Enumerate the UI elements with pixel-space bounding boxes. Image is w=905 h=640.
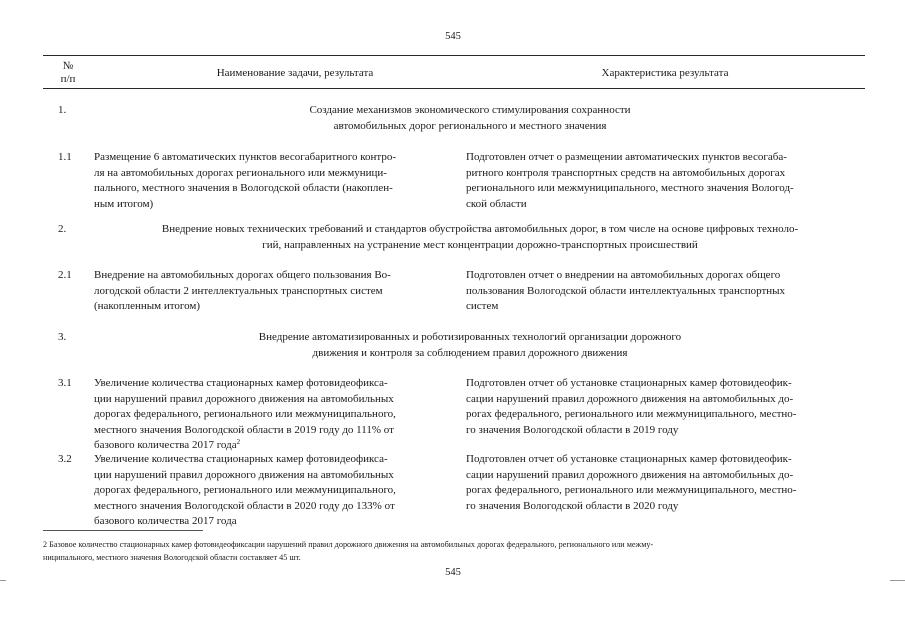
- text-line: ской области: [466, 197, 527, 210]
- row-task-name: [94, 150, 396, 212]
- row-number: 3.2: [58, 453, 72, 465]
- row-task-name: [94, 376, 396, 454]
- header-num-symbol: №: [62, 60, 74, 72]
- section-number: 2.: [58, 223, 67, 235]
- section-title: [95, 222, 865, 253]
- text-line: Увеличение количества стационарных камер фотовидеофикса-: [94, 377, 388, 389]
- text-line: местного значения Вологодской области в 2019 году до 111% от: [94, 423, 394, 436]
- section-title-line: Внедрение новых технических требований и стандартов обустройства автомобильных дорог, в том числе на основе цифровых техноло-: [161, 223, 799, 235]
- text-line: Подготовлен отчет о внедрении на автомобильных дорогах общего: [466, 269, 781, 281]
- text-line: систем: [466, 300, 499, 312]
- text-line: ным итогом): [94, 197, 154, 210]
- text-line: дорогах федерального, регионального или межмуниципального,: [94, 408, 396, 420]
- text-line: базового количества 2017 года: [94, 515, 237, 527]
- footnote: [43, 538, 653, 564]
- text-line: пользования Вологодской области интеллектуальных транспортных: [466, 284, 786, 297]
- text-line: ля на автомобильных дорогах регионального или межмуници-: [94, 166, 387, 179]
- header-bottom-rule: [43, 88, 865, 89]
- text-line: Подготовлен отчет о размещении автоматических пунктов весогаба-: [466, 151, 787, 163]
- row-result-characteristic: [466, 376, 796, 438]
- text-line: го значения Вологодской области в 2020 году: [466, 499, 679, 512]
- row-number: 1.1: [58, 151, 72, 163]
- section-title-line: Создание механизмов экономического стимулирования сохранности: [309, 104, 631, 116]
- text-line: Внедрение на автомобильных дорогах общего пользования Во-: [94, 269, 391, 281]
- row-task-name: [94, 268, 391, 315]
- row-result-characteristic: [466, 268, 785, 315]
- text-line: Увеличение количества стационарных камер фотовидеофикса-: [94, 453, 388, 465]
- text-line: Подготовлен отчет об установке стационарных камер фотовидеофик-: [466, 377, 792, 389]
- section-title-line: автомобильных дорог регионального и местного значения: [333, 119, 607, 132]
- table-top-rule: [43, 55, 865, 56]
- header-name-col: Наименование задачи, результата: [216, 67, 374, 79]
- row-result-characteristic: [466, 452, 796, 514]
- header-num-abbrev: п/п: [60, 73, 76, 85]
- text-line: Подготовлен отчет об установке стационарных камер фотовидеофик-: [466, 453, 792, 465]
- text-line: регионального или межмуниципального, местного значения Вологод-: [466, 182, 794, 194]
- text-line: го значения Вологодской области в 2019 году: [466, 423, 679, 436]
- section-title-line: гий, направленных на устранение мест концентрации дорожно-транспортных происшествий: [262, 238, 698, 251]
- section-number: 1.: [58, 104, 67, 116]
- header-char-col: Характеристика результата: [601, 67, 729, 79]
- section-title-line: движения и контроля за соблюдением правил дорожного движения: [312, 346, 628, 359]
- row-number: 3.1: [58, 377, 72, 389]
- text-line: пального, местного значения в Вологодской области (накоплен-: [94, 182, 393, 194]
- page-number-top: 545: [445, 31, 461, 42]
- footnote-line: 2 Базовое количество стационарных камер фотовидеофиксации нарушений правил дорожного движения на автомобильных дорогах федерального, регионального или межму-: [43, 540, 654, 549]
- text-line: дорогах федерального, регионального или межмуниципального,: [94, 484, 396, 496]
- text-line: сации нарушений правил дорожного движения на автомобильных до-: [466, 392, 794, 405]
- row-result-characteristic: [466, 150, 794, 212]
- text-line: сации нарушений правил дорожного движения на автомобильных до-: [466, 468, 794, 481]
- section-title: [120, 330, 820, 361]
- text-line: рогах федерального, регионального или межмуниципального, местно-: [466, 408, 797, 420]
- section-title: [120, 103, 820, 134]
- text-line-content: базового количества 2017 года: [94, 439, 237, 451]
- text-line: ции нарушений правил дорожного движения на автомобильных: [94, 392, 394, 405]
- scan-edge-mark: [890, 580, 905, 581]
- footnote-reference: 2: [236, 438, 241, 446]
- footnote-line: ниципального, местного значения Вологодской области составляет 45 шт.: [43, 553, 301, 562]
- text-line: местного значения Вологодской области в 2020 году до 133% от: [94, 499, 395, 512]
- section-title-line: Внедрение автоматизированных и роботизированных технологий организации дорожного: [258, 331, 682, 343]
- header-num-col: [53, 60, 83, 86]
- text-line: ритного контроля транспортных средств на автомобильных дорогах: [466, 166, 786, 179]
- text-line: (накопленным итогом): [94, 300, 201, 312]
- scan-edge-mark: [0, 580, 6, 581]
- page-number-bottom: 545: [445, 567, 461, 578]
- text-line: Размещение 6 автоматических пунктов весогабаритного контро-: [94, 151, 396, 163]
- row-number: 2.1: [58, 269, 72, 281]
- row-task-name: [94, 452, 396, 530]
- text-line: логодской области 2 интеллектуальных транспортных систем: [94, 284, 383, 297]
- text-line: рогах федерального, регионального или межмуниципального, местно-: [466, 484, 797, 496]
- section-number: 3.: [58, 331, 67, 343]
- text-line: ции нарушений правил дорожного движения на автомобильных: [94, 468, 394, 481]
- footnote-separator: [43, 530, 203, 531]
